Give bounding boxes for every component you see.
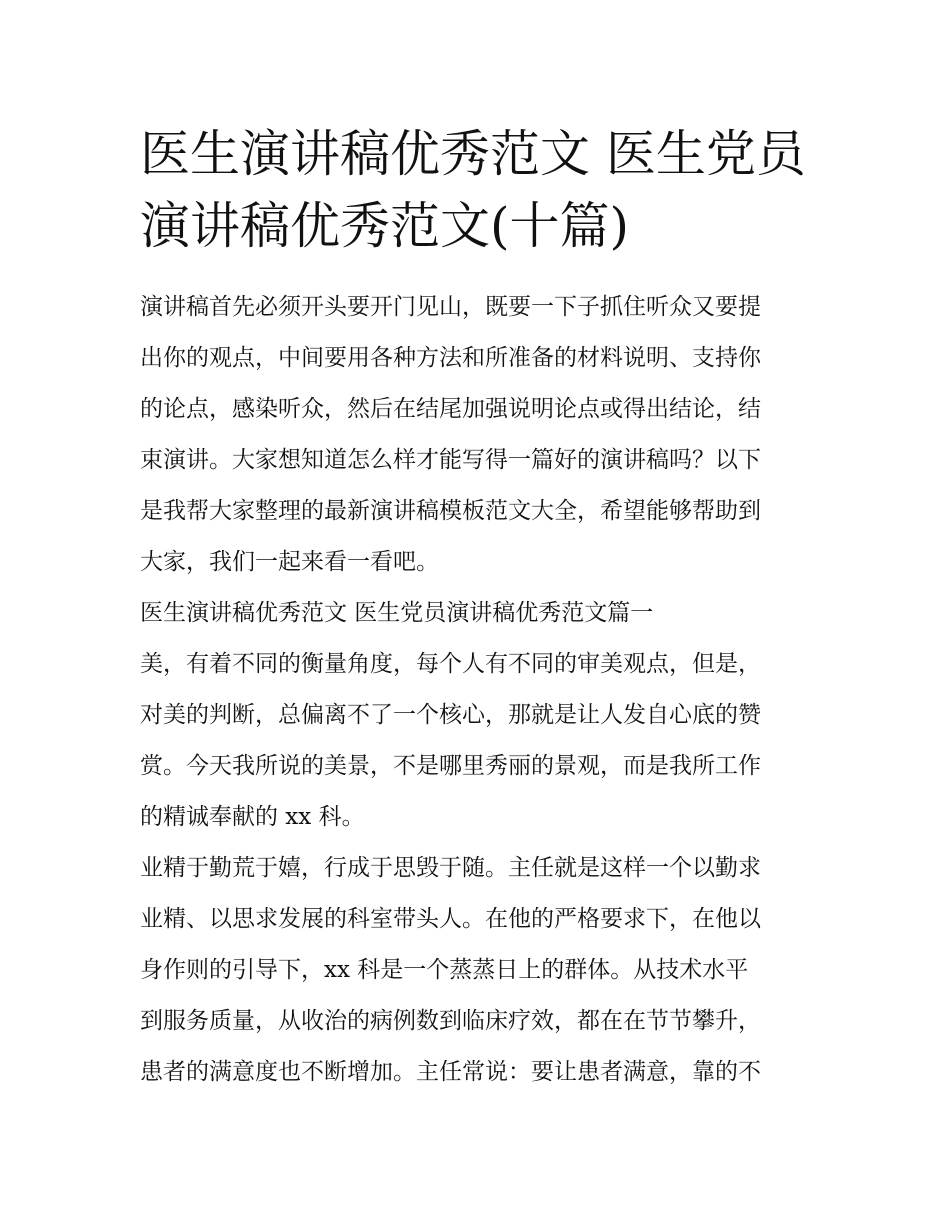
paragraph-line: 的精诚奉献的 xx 科。	[140, 804, 365, 830]
intro-line: 演讲稿首先必须开头要开门见山，既要一下子抓住听众又要提	[140, 294, 761, 320]
intro-line: 的论点，感染听众，然后在结尾加强说明论点或得出结论，结	[140, 396, 761, 422]
intro-line: 出你的观点，中间要用各种方法和所准备的材料说明、支持你	[140, 345, 761, 371]
paragraph-line: 患者的满意度也不断增加。主任常说：要让患者满意，靠的不	[140, 1059, 761, 1085]
title-line-2: 演讲稿优秀范文(十篇)	[140, 197, 630, 255]
paragraph-line: 赏。今天我所说的美景，不是哪里秀丽的景观，而是我所工作	[140, 753, 761, 779]
paragraph-line: 对美的判断，总偏离不了一个核心，那就是让人发自心底的赞	[140, 702, 761, 728]
paragraph-line: 身作则的引导下，xx 科是一个蒸蒸日上的群体。从技术水平	[140, 957, 749, 983]
paragraph-line: 到服务质量，从收治的病例数到临床疗效，都在在节节攀升，	[140, 1008, 761, 1034]
body-paragraph-2	[140, 843, 812, 1098]
paragraph-line: 业精于勤荒于嬉，行成于思毁于随。主任就是这样一个以勤求	[140, 855, 761, 881]
intro-line: 是我帮大家整理的最新演讲稿模板范文大全，希望能够帮助到	[140, 498, 761, 524]
intro-line: 大家，我们一起来看一看吧。	[140, 549, 439, 575]
paragraph-line: 业精、以思求发展的科室带头人。在他的严格要求下，在他以	[140, 906, 761, 932]
intro-paragraph	[140, 282, 812, 588]
paragraph-line: 美，有着不同的衡量角度，每个人有不同的审美观点，但是，	[140, 651, 761, 677]
document-title	[140, 118, 812, 262]
document-page	[140, 118, 812, 1098]
section-heading: 医生演讲稿优秀范文 医生党员演讲稿优秀范文篇一	[140, 600, 654, 626]
title-line-1: 医生演讲稿优秀范文 医生党员	[140, 125, 806, 183]
intro-line: 束演讲。大家想知道怎么样才能写得一篇好的演讲稿吗？以下	[140, 447, 761, 473]
body-paragraph-1	[140, 639, 812, 843]
document-body	[140, 282, 812, 1098]
